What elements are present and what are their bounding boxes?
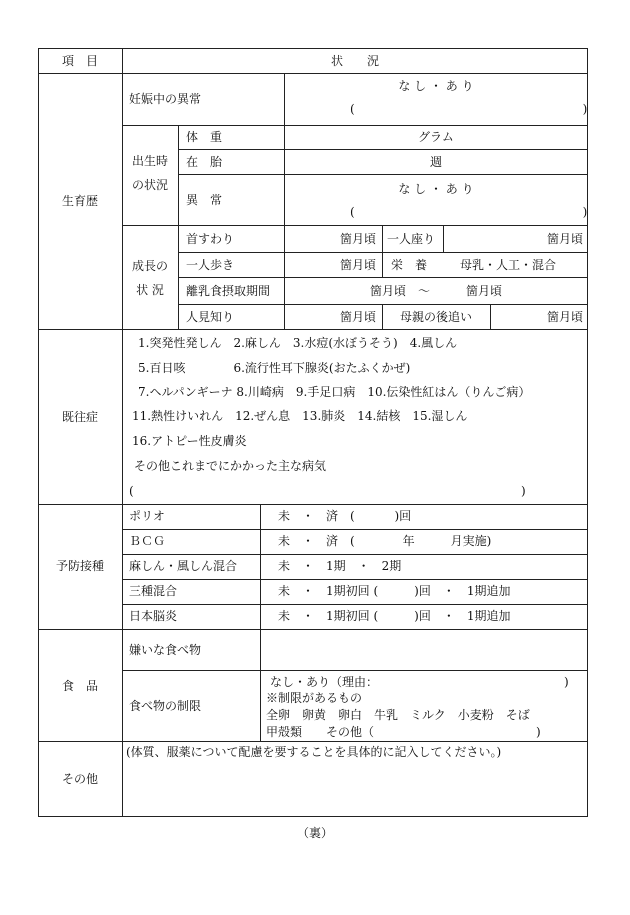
rule [178,252,588,253]
food-items-line2[interactable]: 甲殻類 その他（ [266,725,375,739]
sit-month-unit[interactable]: 箇月頃 [546,232,583,246]
vaccine-status-dpt[interactable]: 未 ・ 1期初回 ( )回 ・ 1期追加 [278,584,511,598]
section-growth: 生育歴 [61,194,98,208]
rule [178,125,179,329]
pregnancy-choice[interactable]: な し ・ あ り [398,79,474,93]
rule [122,579,588,580]
table-border-bottom [38,816,588,817]
birth-abnormal-label: 異 常 [186,193,223,207]
rule [122,529,588,530]
rule [122,670,588,671]
rule [260,504,261,741]
food-restrict-close: ) [564,675,569,689]
pregnancy-paren[interactable]: ( ) [350,102,588,116]
neck-label: 首すわり [186,232,235,246]
section-vaccination: 予防接種 [55,559,104,573]
nutrition-label: 栄 養 [391,258,428,272]
gestation-label: 在 胎 [186,155,223,169]
birth-abnormal-choice[interactable]: な し ・ あ り [398,182,474,196]
rule [122,554,588,555]
rule [122,604,588,605]
rule [38,329,588,330]
birth-group-line1: 出生時 [131,154,168,168]
sit-label: 一人座り [387,232,436,246]
rule [178,277,588,278]
follow-month-unit[interactable]: 箇月頃 [546,310,583,324]
weaning-period[interactable]: 箇月頃 ～ 箇月頃 [369,284,502,298]
section-past-illness: 既往症 [61,410,98,424]
rule [38,73,588,74]
illness-line: 16.アトピー性皮膚炎 [132,434,247,448]
birth-group-line2: の状況 [131,178,168,192]
other-note[interactable]: (体質、服薬について配慮を要することを具体的に記入してください。) [126,745,502,759]
vaccine-name-bcg: ＢＣＧ [129,534,166,548]
illness-paren-close[interactable]: ) [521,484,526,498]
development-group-line1: 成長の [131,259,168,273]
vaccine-name-polio: ポリオ [129,509,165,523]
rule [122,125,588,126]
stranger-month-unit[interactable]: 箇月頃 [339,310,376,324]
walk-label: 一人歩き [186,258,235,272]
rule [38,741,588,742]
vaccine-status-je[interactable]: 未 ・ 1期初回 ( )回 ・ 1期追加 [278,609,511,623]
gestation-unit[interactable]: 週 [429,155,442,169]
header-item: 項 目 [61,54,98,68]
section-food: 食 品 [61,679,98,693]
header-status: 状 況 [330,54,379,68]
rule [178,304,588,305]
rule [178,174,588,175]
food-items-line[interactable]: 全卵 卵黄 卵白 牛乳 ミルク 小麦粉 そば [266,708,530,722]
rule [178,149,588,150]
illness-line: 1.突発性発しん 2.麻しん 3.水痘(水ぼうそう) 4.風しん [138,336,458,350]
rule [38,629,588,630]
illness-paren-open[interactable]: ( [129,484,134,498]
health-record-form [38,48,588,817]
food-restrict-note: ※制限があるもの [266,691,363,705]
weaning-label: 離乳食摂取期間 [186,284,271,298]
rule [382,225,383,277]
illness-line: 11.熱性けいれん 12.ぜん息 13.肺炎 14.結核 15.湿しん [132,409,468,423]
birth-abnormal-paren[interactable]: ( ) [350,205,588,219]
illness-line: 7.ヘルパンギーナ 8.川崎病 9.手足口病 10.伝染性紅はん（りんご病） [138,385,531,399]
weight-label: 体 重 [186,130,223,144]
page-footer: （裏） [296,826,333,840]
rule [122,225,588,226]
neck-month-unit[interactable]: 箇月頃 [339,232,376,246]
table-border-top [38,48,588,49]
food-restrict-choice[interactable]: なし・あり（理由： [270,675,379,689]
rule [38,504,588,505]
follow-label: 母親の後追い [399,310,472,324]
vaccine-status-polio[interactable]: 未 ・ 済 ( )回 [278,509,412,523]
vaccine-status-bcg[interactable]: 未 ・ 済 ( 年 月実施) [278,534,492,548]
weight-unit[interactable]: グラム [418,130,454,144]
section-other: その他 [61,772,98,786]
illness-line: 5.百日咳 6.流行性耳下腺炎(おたふくかぜ) [138,361,411,375]
food-restrict-label: 食べ物の制限 [129,699,202,713]
pregnancy-label: 妊娠中の異常 [129,92,202,106]
table-border-left [38,48,39,817]
stranger-label: 人見知り [186,310,235,324]
vaccine-name-dpt: 三種混合 [129,584,178,598]
vaccine-name-mr: 麻しん・風しん混合 [129,559,238,573]
illness-other-label: その他これまでにかかった主な病気 [134,459,327,473]
food-dislike-label: 嫌いな食べ物 [129,643,202,657]
walk-month-unit[interactable]: 箇月頃 [339,258,376,272]
nutrition-choice[interactable]: 母乳・人工・混合 [460,258,557,272]
food-items-close: ) [536,725,541,739]
development-group-line2: 状 況 [136,283,164,297]
vaccine-status-mr[interactable]: 未 ・ 1期 ・ 2期 [278,559,402,573]
vaccine-name-je: 日本脳炎 [129,609,178,623]
